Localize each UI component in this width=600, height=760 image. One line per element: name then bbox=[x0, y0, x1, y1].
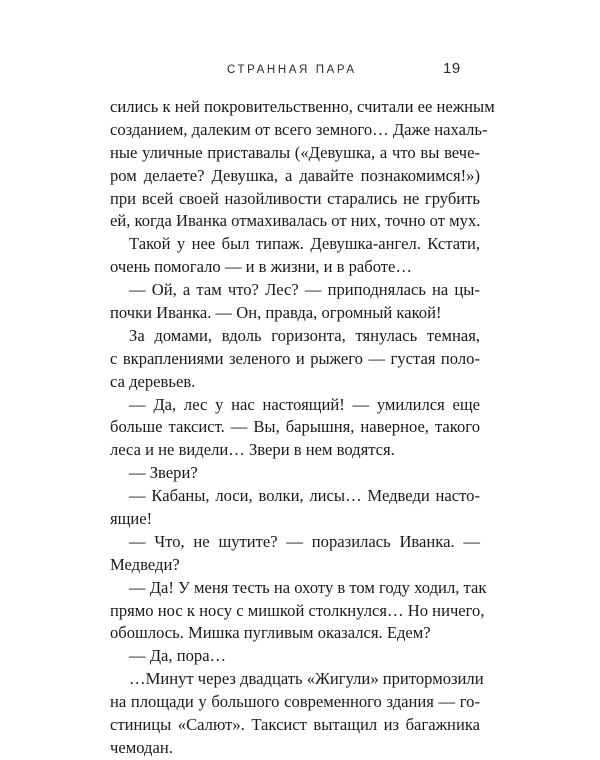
text-line: Медведи? bbox=[110, 554, 180, 574]
text-line: с вкраплениями зеленого и рыжего — густая поло- bbox=[110, 348, 480, 368]
text-line: стиницы «Салют». Таксист вытащил из багажника bbox=[110, 715, 480, 735]
text-line: ящие! bbox=[110, 509, 153, 529]
text-line: созданием, далеким от всего земного… Даже нахаль- bbox=[110, 119, 488, 139]
text-line: — Что, не шутите? — поразилась Иванка. — bbox=[129, 531, 480, 551]
text-line: обошлось. Мишка пугливым оказался. Едем? bbox=[110, 623, 431, 643]
text-line: — Ой, а там что? Лес? — приподнялась на цы- bbox=[129, 280, 480, 300]
text-line: …Минут через двадцать «Жигули» притормозили bbox=[129, 669, 484, 689]
body-text bbox=[110, 96, 495, 760]
text-line: Такой у нее был типаж. Девушка-ангел. Кстати, bbox=[129, 234, 480, 254]
text-line: — Звери? bbox=[129, 463, 198, 483]
text-line: прямо нос к носу с мишкой столкнулся… Но ничего, bbox=[110, 600, 485, 620]
text-line: сились к ней покровительственно, считали ее нежным bbox=[110, 97, 495, 116]
page-number: 19 bbox=[443, 60, 461, 77]
text-line: — Да, пора… bbox=[129, 646, 227, 666]
text-line: За домами, вдоль горизонта, тянулась темная, bbox=[129, 325, 480, 345]
text-line: больше таксист. — Вы, барышня, наверное, такого bbox=[110, 417, 480, 437]
text-line: при всей своей назойливости старались не грубить bbox=[110, 188, 480, 208]
text-line: ром делаете? Девушка, а давайте познакомимся!») bbox=[110, 165, 480, 185]
text-line: почки Иванка. — Он, правда, огромный какой! bbox=[110, 303, 442, 323]
text-line: чемодан. bbox=[110, 737, 173, 757]
text-line: на площади у большого современного здания — го- bbox=[110, 692, 480, 712]
text-line: — Да, лес у нас настоящий! — умилился еще bbox=[129, 394, 480, 414]
text-line: очень помогало — и в жизни, и в работе… bbox=[110, 257, 412, 277]
text-line: — Кабаны, лоси, волки, лисы… Медведи насто- bbox=[129, 486, 480, 506]
text-line: — Да! У меня тесть на охоту в том году ходил, так bbox=[129, 577, 487, 597]
text-line: са деревьев. bbox=[110, 371, 196, 391]
running-head-title: СТРАННАЯ ПАРА bbox=[227, 64, 357, 76]
text-line: ные уличные приставалы («Девушка, а что вы вече- bbox=[110, 142, 480, 162]
text-line: ей, когда Иванка отмахивалась от них, точно от мух. bbox=[110, 211, 481, 231]
text-line: леса и не видели… Звери в нем водятся. bbox=[110, 440, 395, 460]
